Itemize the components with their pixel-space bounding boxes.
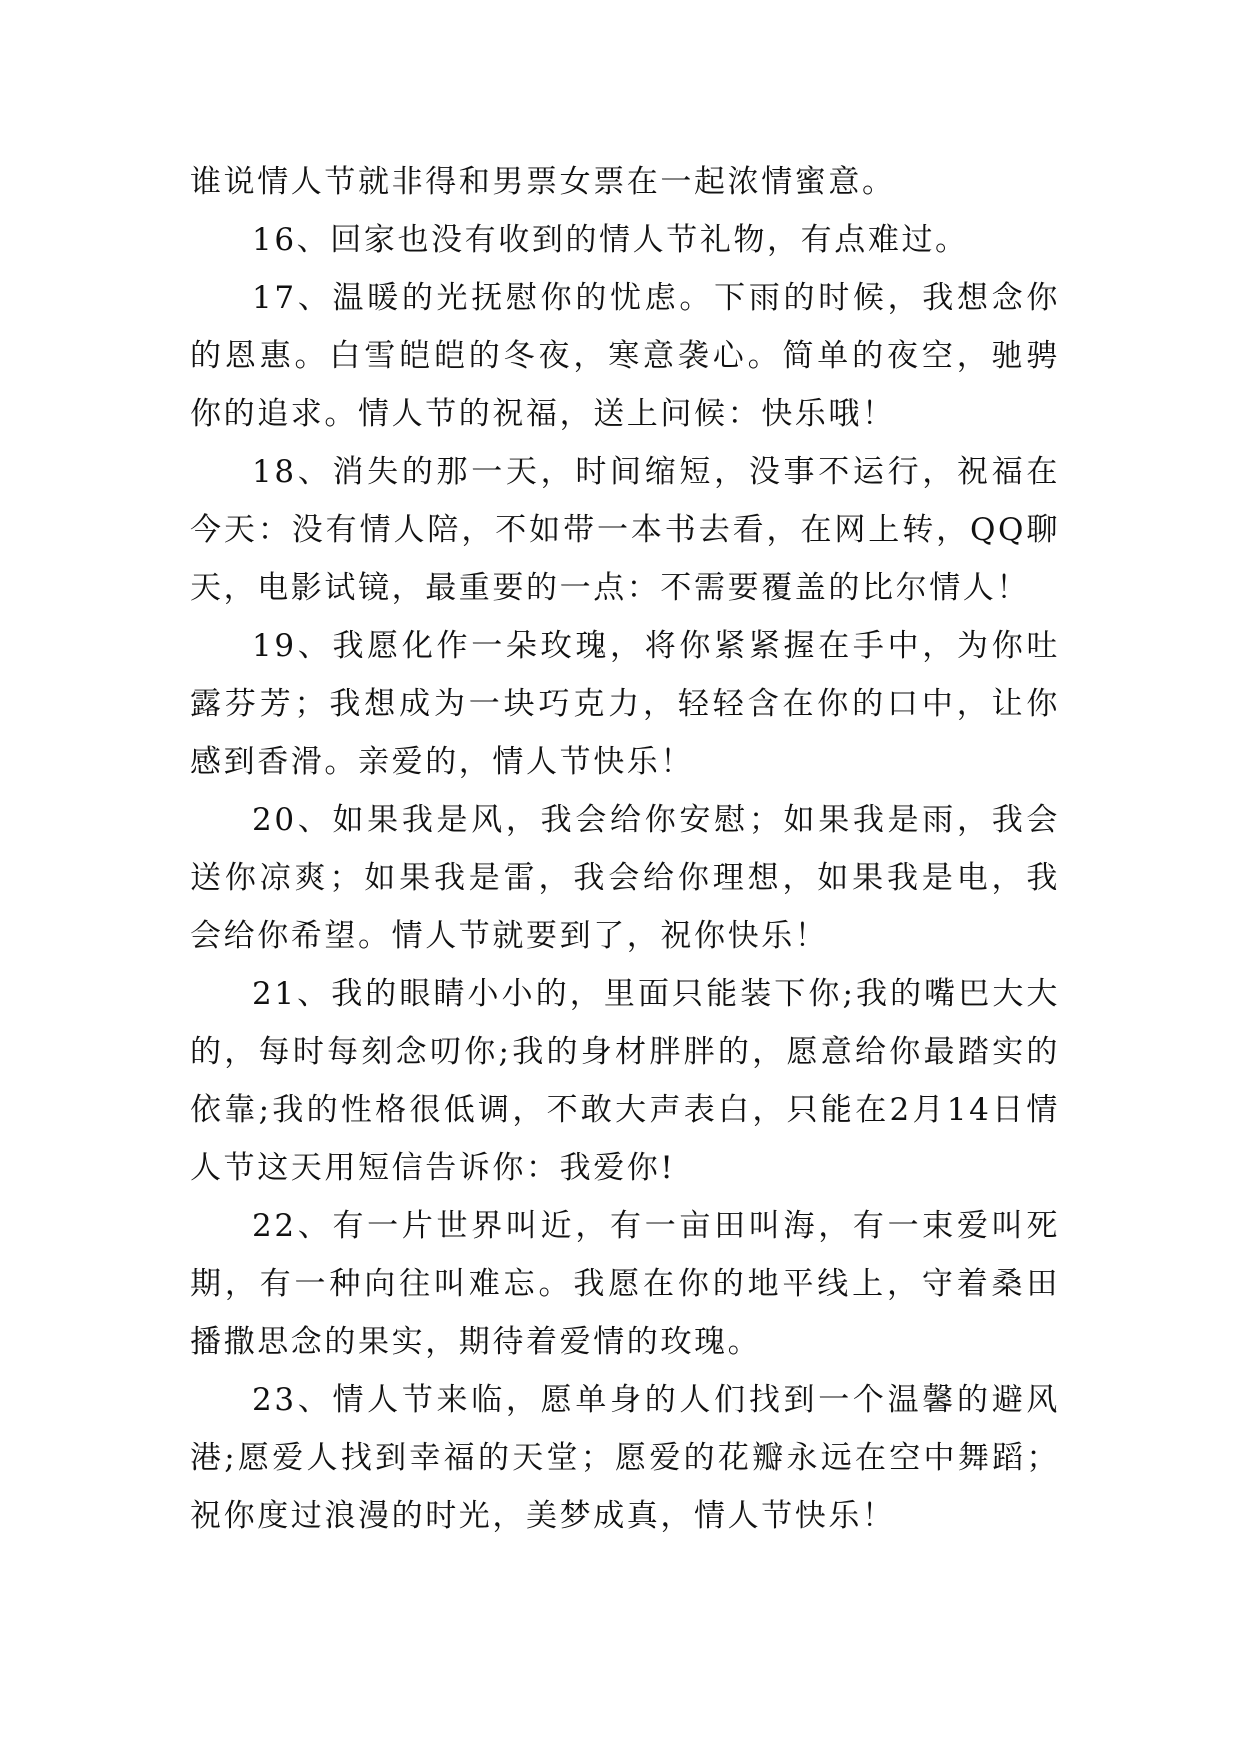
paragraph-15-continuation: 谁说情人节就非得和男票女票在一起浓情蜜意。 (190, 164, 896, 200)
paragraph-21: 21、我的眼睛小小的，里面只能装下你;我的嘴巴大大的，每时每刻念叨你;我的身材胖胖的，愿意给你最踏实的依靠;我的性格很低调，不敢大声表白，只能在2月14日情人节这天用短信告诉你：我爱你! (190, 976, 1060, 1186)
paragraph-20: 20、如果我是风，我会给你安慰；如果我是雨，我会送你凉爽；如果我是雷，我会给你理想，如果我是电，我会给你希望。情人节就要到了，祝你快乐！ (190, 802, 1060, 954)
paragraph-23: 23、情人节来临，愿单身的人们找到一个温馨的避风港;愿爱人找到幸福的天堂；愿爱的花瓣永远在空中舞蹈；祝你度过浪漫的时光，美梦成真，情人节快乐！ (190, 1382, 1060, 1534)
paragraph-17: 17、温暖的光抚慰你的忧虑。下雨的时候，我想念你的恩惠。白雪皑皑的冬夜，寒意袭心。简单的夜空，驰骋你的追求。情人节的祝福，送上问候：快乐哦！ (190, 280, 1060, 432)
paragraph-22: 22、有一片世界叫近，有一亩田叫海，有一束爱叫死期，有一种向往叫难忘。我愿在你的地平线上，守着桑田播撒思念的果实，期待着爱情的玫瑰。 (190, 1208, 1060, 1360)
paragraph-16: 16、回家也没有收到的情人节礼物，有点难过。 (252, 222, 969, 258)
document-body (190, 153, 1060, 1545)
paragraph-18: 18、消失的那一天，时间缩短，没事不运行，祝福在今天：没有情人陪，不如带一本书去看，在网上转，QQ聊天，电影试镜，最重要的一点：不需要覆盖的比尔情人！ (190, 454, 1060, 606)
paragraph-19: 19、我愿化作一朵玫瑰，将你紧紧握在手中，为你吐露芬芳；我想成为一块巧克力，轻轻含在你的口中，让你感到香滑。亲爱的，情人节快乐！ (190, 628, 1060, 780)
